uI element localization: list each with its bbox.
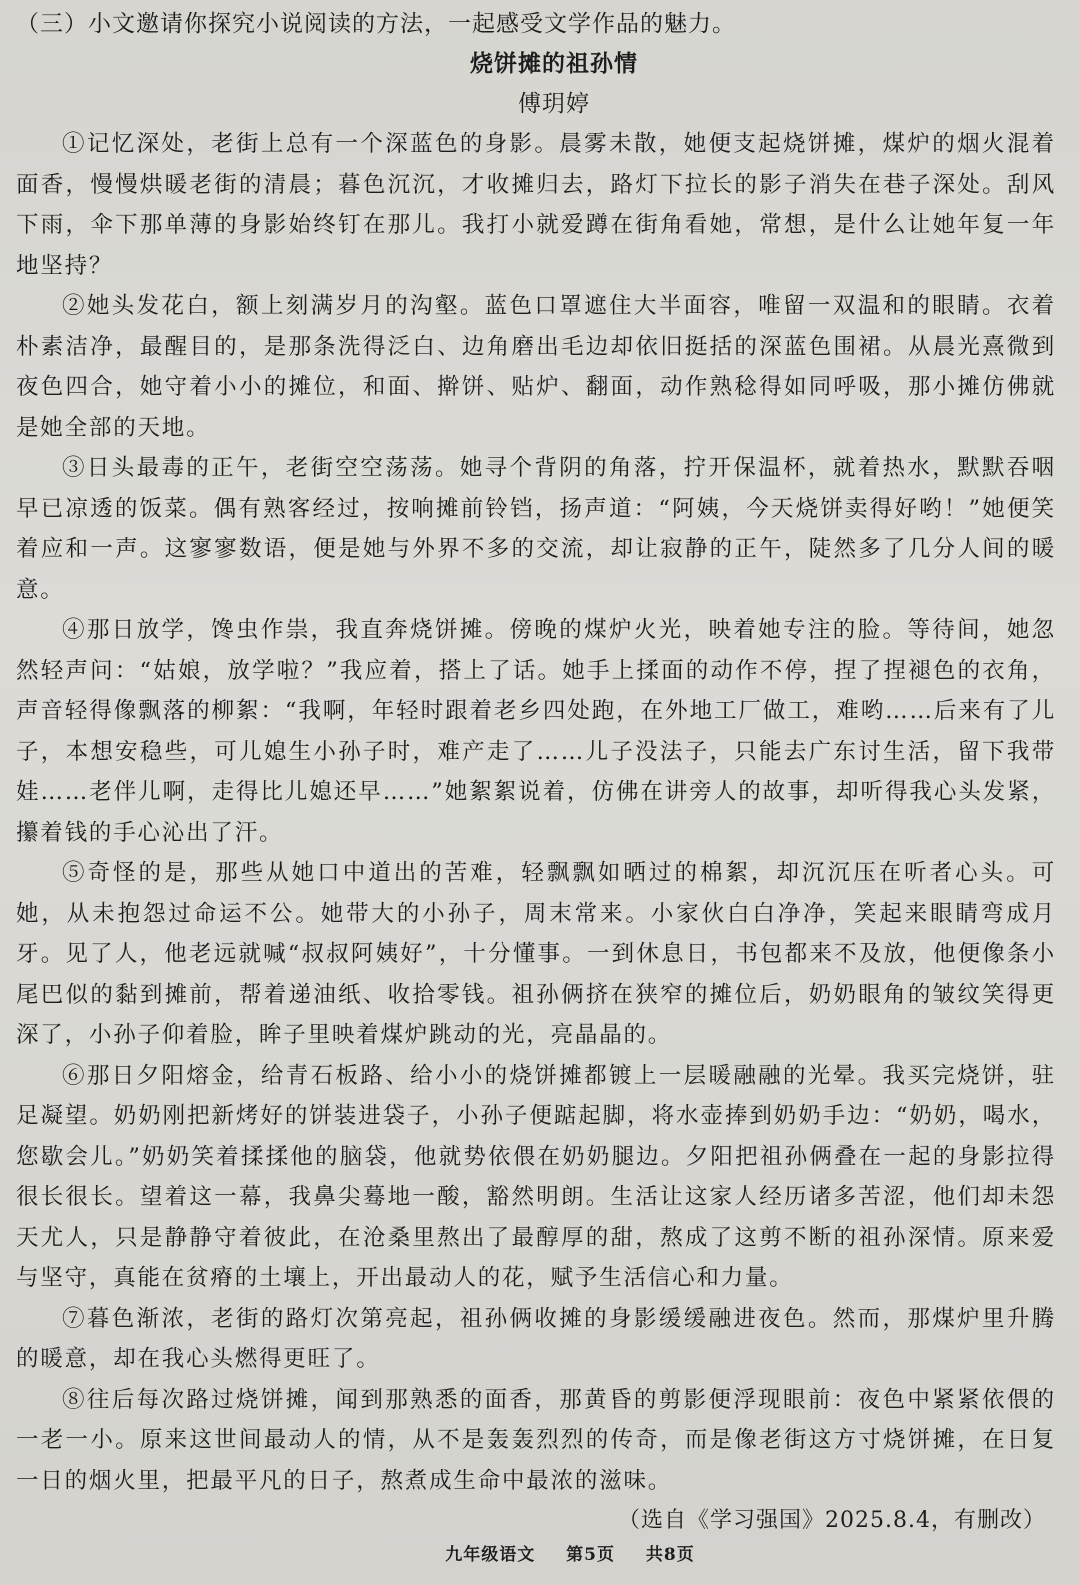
section-intro: （三）小文邀请你探究小说阅读的方法，一起感受文学作品的魅力。 [16, 11, 736, 37]
paragraph-4: ④那日放学，馋虫作祟，我直奔烧饼摊。傍晚的煤炉火光，映着她专注的脸。等待间，她忽然轻声问：“姑娘，放学啦？”我应着，搭上了话。她手上揉面的动作不停，捏了捏褪色的衣角，声音轻得像飘落的柳絮：“我啊，年轻时跟着老乡四处跑，在外地工厂做工，难哟……后来有了儿子，本想安稳些，可儿媳生小孙子时，难产走了……儿子没法子，只能去广东讨生活，留下我带娃……老伴儿啊，走得比儿媳还早……”她絮絮说着，仿佛在讲旁人的故事，却听得我心头发紧，攥着钱的手心沁出了汗。 [16, 617, 1056, 846]
article-source: （选自《学习强国》2025.8.4，有删改） [618, 1508, 1046, 1533]
article-title: 烧饼摊的祖孙情 [470, 50, 638, 77]
paragraph-5: ⑤奇怪的是，那些从她口中道出的苦难，轻飘飘如晒过的棉絮，却沉沉压在听者心头。可她，从未抱怨过命运不公。她带大的小孙子，周末常来。小家伙白白净净，笑起来眼睛弯成月牙。见了人，他老远就喊“叔叔阿姨好”，十分懂事。一到休息日，书包都来不及放，他便像条小尾巴似的黏到摊前，帮着递油纸、收拾零钱。祖孙俩挤在狭窄的摊位后，奶奶眼角的皱纹笑得更深了，小孙子仰着脸，眸子里映着煤炉跳动的光，亮晶晶的。 [16, 860, 1056, 1048]
footer-subject: 九年级语文 [445, 1545, 536, 1565]
paragraph-7: ⑦暮色渐浓，老街的路灯次第亮起，祖孙俩收摊的身影缓缓融进夜色。然而，那煤炉里升腾的暖意，却在我心头燃得更旺了。 [16, 1305, 1056, 1372]
paragraph-2: ②她头发花白，额上刻满岁月的沟壑。蓝色口罩遮住大半面容，唯留一双温和的眼睛。衣着朴素洁净，最醒目的，是那条洗得泛白、边角磨出毛边却依旧挺括的深蓝色围裙。从晨光熹微到夜色四合，她守着小小的摊位，和面、擀饼、贴炉、翻面，动作熟稔得如同呼吸，那小摊仿佛就是她全部的天地。 [16, 293, 1056, 441]
paragraph-3: ③日头最毒的正午，老街空空荡荡。她寻个背阴的角落，拧开保温杯，就着热水，默默吞咽早已凉透的饭菜。偶有熟客经过，按响摊前铃铛，扬声道：“阿姨，今天烧饼卖得好哟！”她便笑着应和一声。这寥寥数语，便是她与外界不多的交流，却让寂静的正午，陡然多了几分人间的暖意。 [16, 455, 1056, 603]
footer-page-number: 第5页 [566, 1545, 615, 1565]
footer-total-pages: 共8页 [645, 1545, 695, 1565]
page-footer [0, 1540, 1080, 1565]
paragraph-8: ⑧往后每次路过烧饼摊，闻到那熟悉的面香，那黄昏的剪影便浮现眼前：夜色中紧紧依偎的一老一小。原来这世间最动人的情，从不是轰轰烈烈的传奇，而是像老街这方寸烧饼摊，在日复一日的烟火里，把最平凡的日子，熬煮成生命中最浓的滋味。 [16, 1386, 1056, 1494]
paragraph-1: ①记忆深处，老街上总有一个深蓝色的身影。晨雾未散，她便支起烧饼摊，煤炉的烟火混着面香，慢慢烘暖老街的清晨；暮色沉沉，才收摊归去，路灯下拉长的影子消失在巷子深处。刮风下雨，伞下那单薄的身影始终钉在那儿。我打小就爱蹲在街角看她，常想，是什么让她年复一年地坚持？ [16, 131, 1056, 279]
article-body [16, 124, 1056, 1501]
paragraph-6: ⑥那日夕阳熔金，给青石板路、给小小的烧饼摊都镀上一层暖融融的光晕。我买完烧饼，驻足凝望。奶奶刚把新烤好的饼装进袋子，小孙子便踮起脚，将水壶捧到奶奶手边：“奶奶，喝水，您歇会儿。”奶奶笑着揉揉他的脑袋，他就势依偎在奶奶腿边。夕阳把祖孙俩叠在一起的身影拉得很长很长。望着这一幕，我鼻尖蓦地一酸，豁然明朗。生活让这家人经历诸多苦涩，他们却未怨天尤人，只是静静守着彼此，在沧桑里熬出了最醇厚的甜，熬成了这剪不断的祖孙深情。原来爱与坚守，真能在贫瘠的土壤上，开出最动人的花，赋予生活信心和力量。 [16, 1062, 1056, 1291]
article-author: 傅玥婷 [518, 91, 590, 117]
